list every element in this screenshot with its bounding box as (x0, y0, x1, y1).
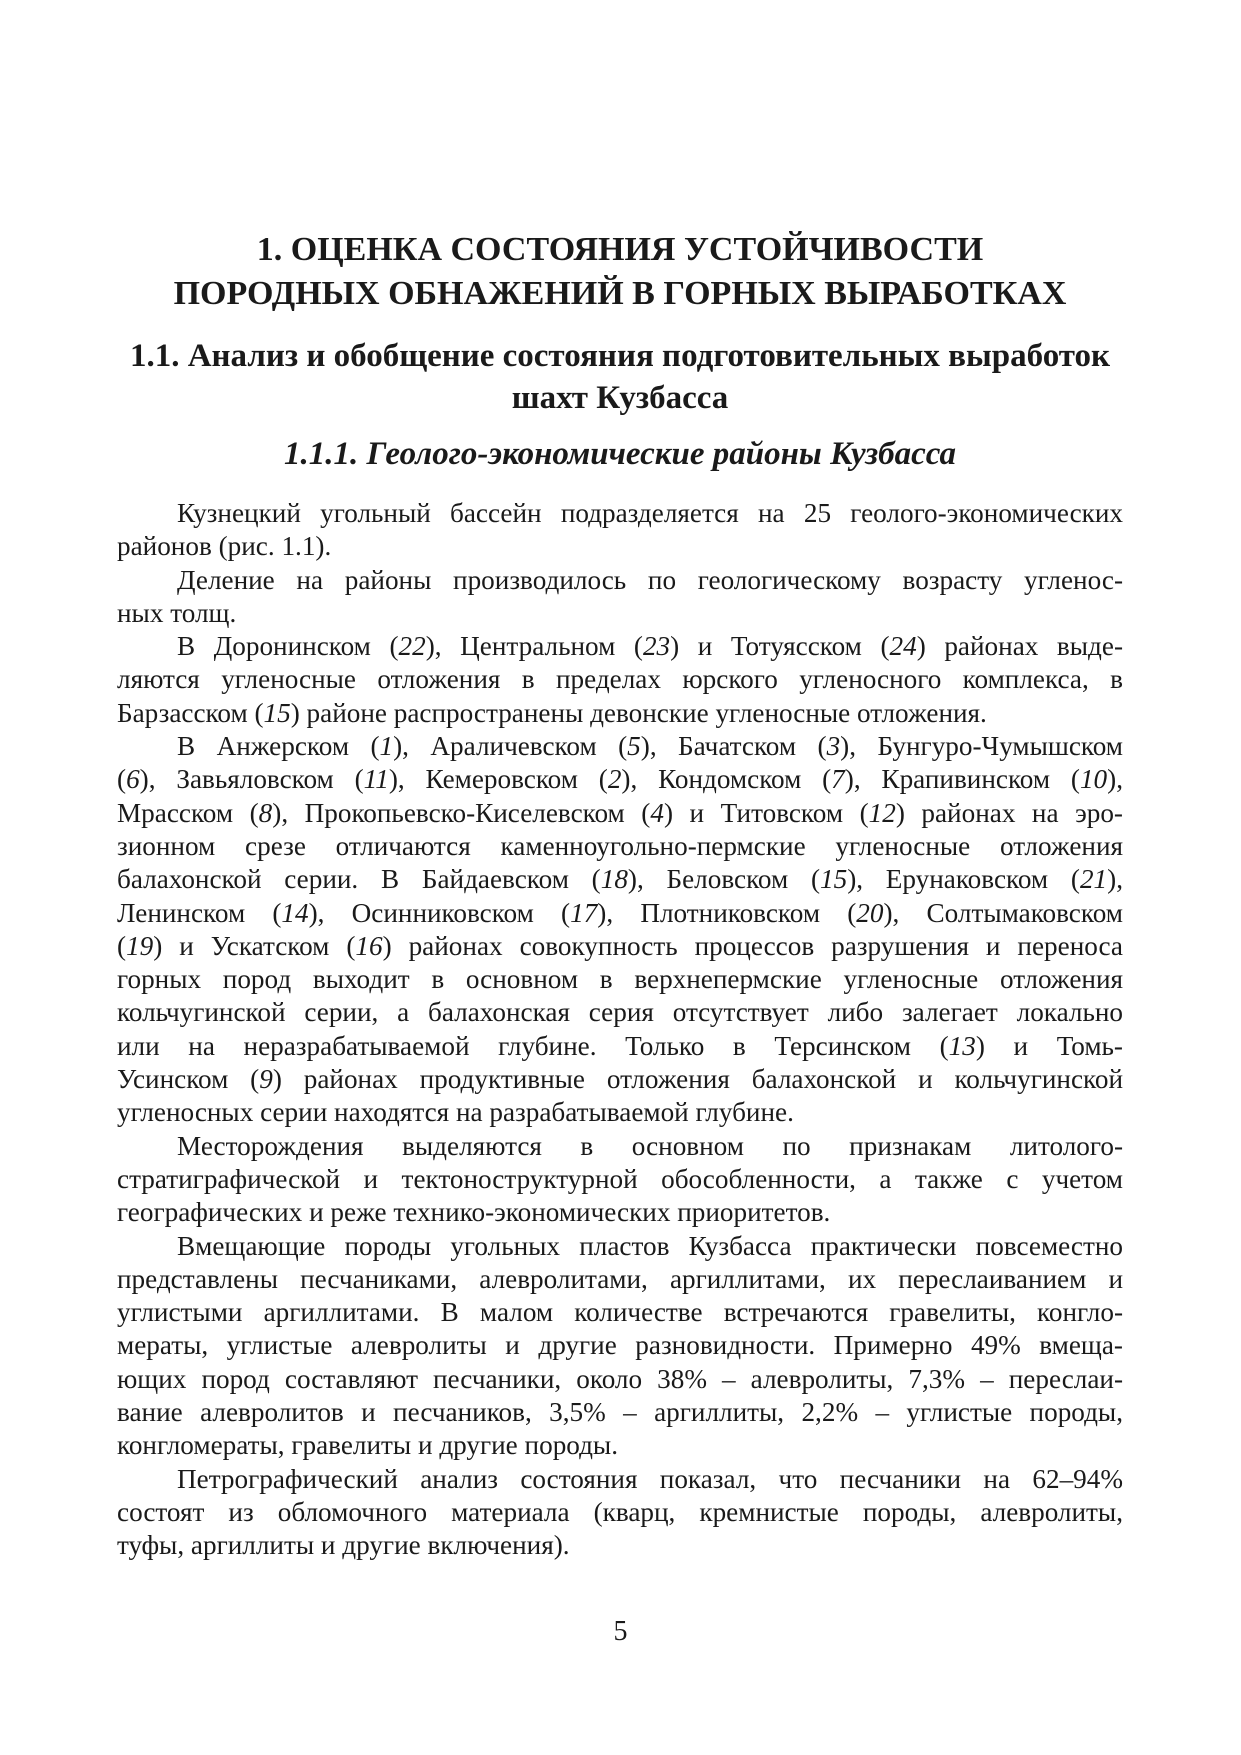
text-line: Петрографический анализ состояния показал, что песчаники на 62–94% (177, 1463, 1123, 1494)
text-line: мераты, углистые алевролиты и другие разновидности. Примерно 49% вмеща- (117, 1330, 1123, 1361)
district-number: 10 (1079, 764, 1108, 795)
district-number: 19 (126, 930, 154, 961)
district-number: 15 (820, 864, 848, 895)
text-line: конгломераты, гравелиты и другие породы. (117, 1430, 618, 1461)
paragraph-6 (117, 1230, 1123, 1463)
text-line: кольчугинской серии, а балахонская серия отсутствует либо залегает локально (117, 997, 1123, 1028)
text-line: Месторождения выделяются в основном по признакам литолого- (177, 1130, 1123, 1161)
subsection-title: 1.1.1. Геолого-экономические районы Кузбасса (283, 436, 957, 472)
district-number: 8 (258, 797, 273, 828)
district-number: 22 (398, 631, 426, 662)
district-number: 20 (856, 897, 884, 928)
district-number: 17 (570, 897, 598, 928)
page-number: 5 (613, 1616, 628, 1647)
chapter-title-line-1: 1. ОЦЕНКА СОСТОЯНИЯ УСТОЙЧИВОСТИ (256, 231, 984, 268)
district-number: 9 (259, 1064, 273, 1095)
text-line: ных толщ. (117, 597, 237, 628)
district-number: 12 (868, 797, 896, 828)
text-line: угленосных серии находятся на разрабатываемой глубине. (117, 1097, 794, 1128)
section-title-line-1: 1.1. Анализ и обобщение состояния подготовительных выработок (129, 338, 1111, 374)
district-number: 5 (627, 731, 641, 762)
paragraph-4 (117, 730, 1123, 1130)
district-number: 2 (607, 764, 622, 795)
text-line: географических и реже технико-экономических приоритетов. (117, 1197, 831, 1228)
body-text (117, 497, 1123, 1563)
district-number: 3 (826, 731, 841, 762)
district-number: 13 (948, 1030, 976, 1061)
paragraph-5 (117, 1130, 1123, 1230)
text-line: горных пород выходит в основном в верхнепермские угленосные отложения (117, 964, 1123, 995)
chapter-title-line-2: ПОРОДНЫХ ОБНАЖЕНИЙ В ГОРНЫХ ВЫРАБОТКАХ (173, 275, 1067, 312)
text-line: вание алевролитов и песчаников, 3,5% – аргиллиты, 2,2% – углистые породы, (117, 1397, 1123, 1428)
text-line: Ленинском (14), Осинниковском (17), Плотниковском (20), Солтымаковском (117, 897, 1123, 928)
district-number: 14 (281, 897, 309, 928)
paragraph-7 (117, 1463, 1123, 1563)
paragraph-3 (117, 630, 1123, 730)
text-line: районов (рис. 1.1). (117, 531, 332, 562)
text-line: зионном срезе отличаются каменноугольно-пермские угленосные отложения (117, 830, 1123, 861)
district-number: 23 (642, 631, 671, 662)
text-line: балахонской серии. В Байдаевском (18), Беловском (15), Ерунаковском (21), (117, 864, 1123, 895)
text-line: Вмещающие породы угольных пластов Кузбасса практически повсеместно (177, 1230, 1123, 1261)
district-number: 18 (600, 864, 628, 895)
text-line: углистыми аргиллитами. В малом количестве встречаются гравелиты, конгло- (117, 1297, 1123, 1328)
text-line: состоят из обломочного материала (кварц, кремнистые породы, алевролиты, (117, 1496, 1123, 1527)
text-line: туфы, аргиллиты и другие включения). (117, 1530, 570, 1561)
text-line: Усинском (9) районах продуктивные отложения балахонской и кольчугинской (117, 1064, 1123, 1095)
text-line: Мрасском (8), Прокопьевско-Киселевском (4) и Титовском (12) районах на эро- (117, 797, 1123, 828)
chapter-title (120, 228, 1120, 316)
text-line: (19) и Ускатском (16) районах совокупность процессов разрушения и переноса (117, 930, 1123, 961)
text-line: Деление на районы производилось по геологическому возрасту угленос- (177, 564, 1123, 595)
district-number: 21 (1079, 864, 1108, 895)
text-line: Барзасском (15) районе распространены девонские угленосные отложения. (117, 697, 987, 728)
text-line: представлены песчаниками, алевролитами, аргиллитами, их переслаиванием и (117, 1263, 1123, 1294)
section-title (112, 335, 1128, 419)
district-number: 1 (379, 731, 394, 762)
district-number: 6 (126, 764, 140, 795)
text-line: или на неразрабатываемой глубине. Только в Терсинском (13) и Томь- (117, 1030, 1123, 1061)
district-number: 7 (831, 764, 845, 795)
district-number: 11 (363, 764, 389, 795)
text-line: В Анжерском (1), Араличевском (5), Бачатском (3), Бунгуро-Чумышском (177, 731, 1124, 762)
district-number: 24 (889, 631, 917, 662)
district-number: 16 (355, 930, 383, 961)
text-line: ляются угленосные отложения в пределах юрского угленосного комплекса, в (117, 664, 1123, 695)
district-number: 15 (263, 697, 291, 728)
section-title-line-2: шахт Кузбасса (511, 380, 729, 416)
text-line: В Доронинском (22), Центральном (23) и Тотуясском (24) районах выде- (177, 631, 1123, 662)
text-line: Кузнецкий угольный бассейн подразделяется на 25 геолого-экономических (177, 498, 1123, 528)
text-line: ющих пород составляют песчаники, около 38% – алевролиты, 7,3% – переслаи- (117, 1363, 1123, 1394)
text-line: стратиграфической и тектоноструктурной обособленности, а также с учетом (117, 1163, 1123, 1194)
district-number: 4 (650, 797, 664, 828)
paragraph-1 (117, 497, 1123, 564)
paragraph-2 (117, 564, 1123, 631)
text-line: (6), Завьяловском (11), Кемеровском (2), Кондомском (7), Крапивинском (10), (117, 764, 1123, 795)
